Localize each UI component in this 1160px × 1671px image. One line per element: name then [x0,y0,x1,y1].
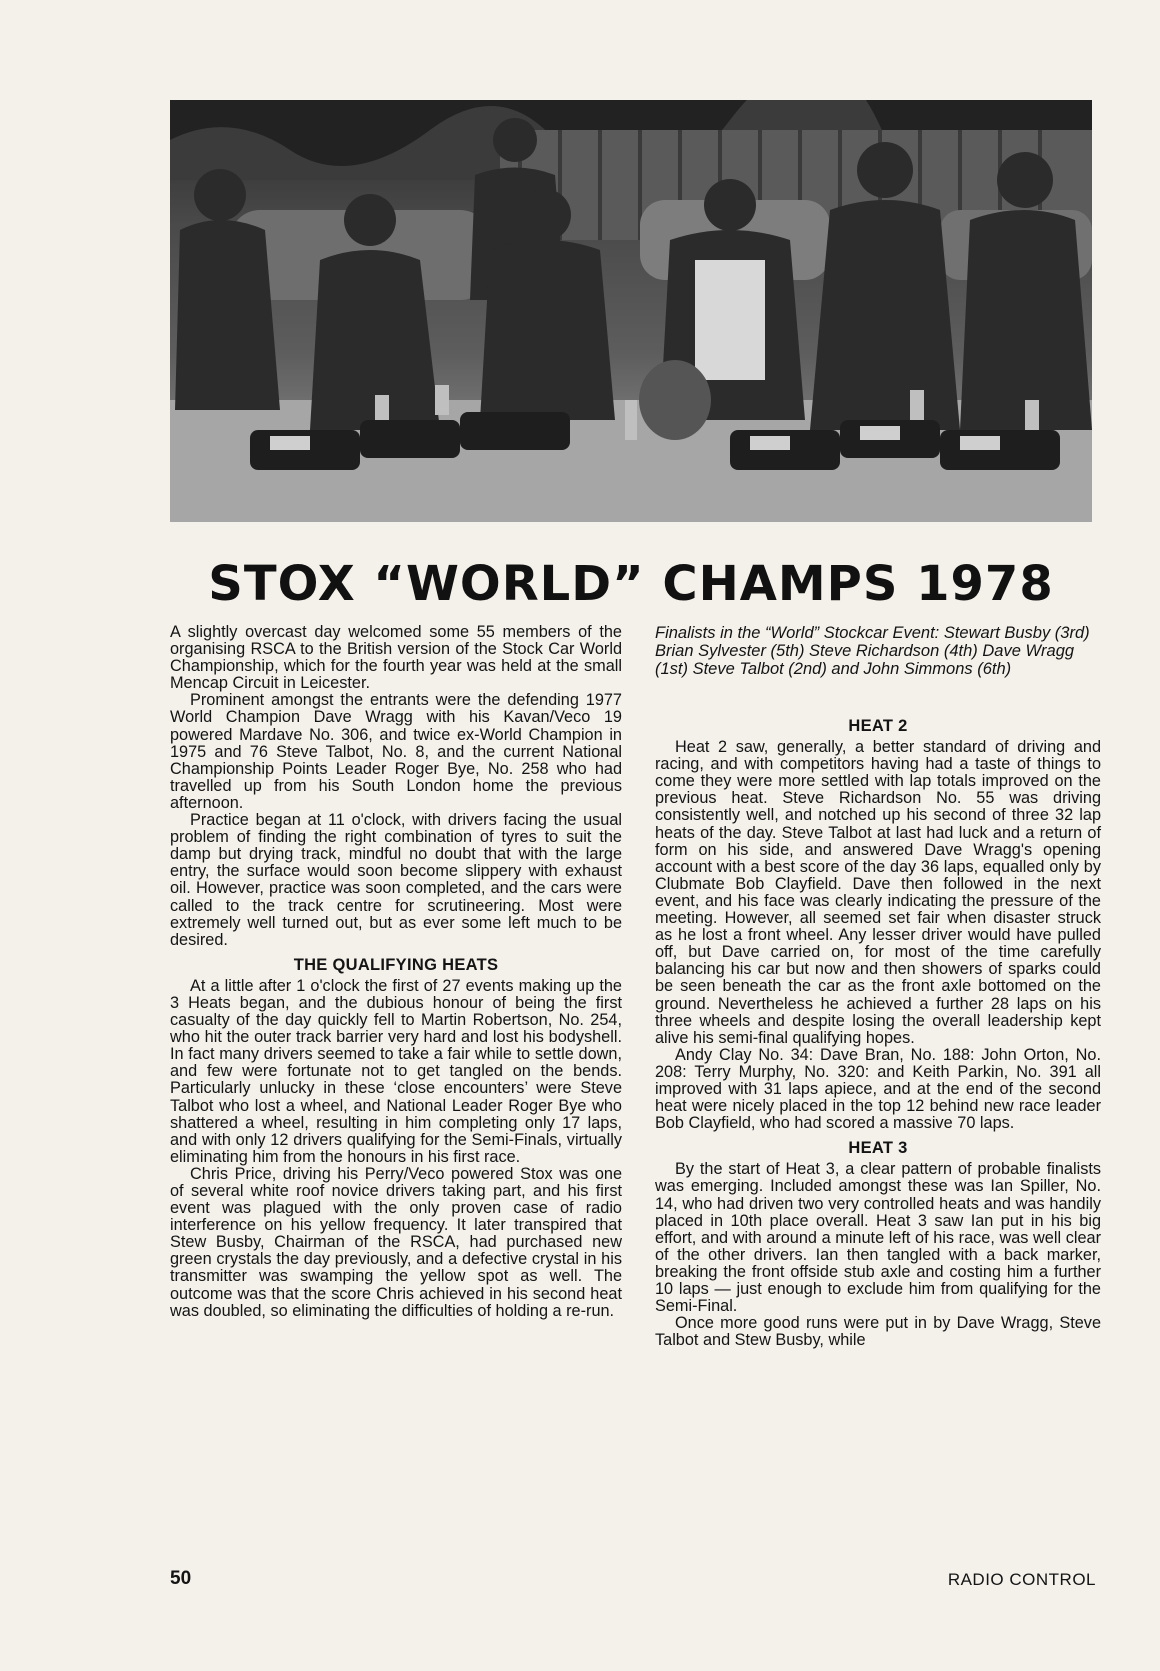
article-paragraph: Prominent amongst the entrants were the defending 1977 World Champion Dave Wragg with his Kavan/Veco 19 powered Mardave No. 306, and twice ex-World Champion in 1975 and 76 Steve Talbot, No. 8, and the current National Championship Points Leader Roger Bye, No. 258 who had travelled up from his South London home the previous afternoon. [170,691,622,812]
article-paragraph: A slightly overcast day welcomed some 55 members of the organising RSCA to the British version of the Stock Car World Championship, which for the fourth year was held at the small Mencap Circuit in Leicester. [170,623,622,693]
left-column [170,624,622,1320]
right-column [655,624,1101,1349]
section-heading-heat3: HEAT 3 [848,1139,908,1158]
article-paragraph: Once more good runs were put in by Dave Wragg, Steve Talbot and Stew Busby, while [655,1314,1101,1350]
magazine-title: RADIO CONTROL [947,1570,1096,1589]
photo-caption: Finalists in the “World” Stockcar Event: Stewart Busby (3rd) Brian Sylvester (5th) Steve Richardson (4th) Dave Wragg (1st) Steve Talbot (2nd) and John Simmons (6th) [655,624,1090,678]
article-paragraph: Andy Clay No. 34: Dave Bran, No. 188: John Orton, No. 208: Terry Murphy, No. 320: and Keith Parkin, No. 391 all improved with 31 laps apiece, and at the end of the second heat were nicely placed in the top 12 behind new race leader Bob Clayfield, who had scored a massive 70 laps. [655,1045,1101,1133]
section-heading-qualifying: THE QUALIFYING HEATS [293,955,499,974]
section-heading-heat2: HEAT 2 [848,717,908,735]
page-number: 50 [170,1568,192,1589]
article-paragraph: Chris Price, driving his Perry/Veco powered Stox was one of several white roof novice drivers taking part, and his first event was plagued with the only proven case of radio interference on his yellow frequency. It later transpired that Stew Busby, Chairman of the RSCA, had purchased new green crystals the day previously, and a defective crystal in his transmitter was swamping the yellow spot as well. The outcome was that the score Chris achieved in his second heat was doubled, so eliminating the difficulties of holding a re-run. [170,1164,622,1320]
headline: STOX “WORLD” CHAMPS 1978 [208,556,1054,612]
photo-finalists [170,100,1092,522]
photo-illustration [170,100,1092,522]
article-paragraph: Practice began at 11 o'clock, with drivers facing the usual problem of finding the right combination of tyres to suit the damp but drying track, mindful no doubt that with the large entry, the surface would soon become slippery with exhaust oil. However, practice was soon completed, and the cars were called to the track centre for scrutineering. Most were extremely well turned out, but as ever some left much to be desired. [170,811,622,949]
article-paragraph: At a little after 1 o'clock the first of 27 events making up the 3 Heats began, and the dubious honour of being the first casualty of the day quickly fell to Martin Robertson, No. 254, who hit the outer track barrier very hard and lost his bodyshell. In fact many drivers seemed to take a fair while to settle down, and few were fortunate not to get tangled on the bends. Particularly unlucky in these ‘close encounters’ were Steve Talbot who lost a wheel, and National Leader Roger Bye who shattered a wheel, resulting in him completing only 17 laps, and with only 12 drivers qualifying for the Semi-Finals, virtually eliminating him from the honours in his first race. [170,976,622,1166]
article-paragraph: By the start of Heat 3, a clear pattern of probable finalists was emerging. Included amongst these was Ian Spiller, No. 14, who had driven two very controlled heats and was handily placed in 10th place overall. Heat 3 saw Ian put in his big effort, and with around a minute left of his race, was well clear of the other drivers. Ian then tangled with a back marker, breaking the front offside stub axle and costing him a further 10 laps — just enough to exclude him from qualifying for the Semi-Final. [655,1160,1101,1316]
article-paragraph: Heat 2 saw, generally, a better standard of driving and racing, and with competitors having had a taste of things to come they were more settled with lap totals improved on the previous heat. Steve Richardson No. 55 was driving consistently well, and notched up his second of three 32 lap heats of the day. Steve Talbot at last had luck and a return of form on his side, and answered Dave Wragg's opening account with a best score of the day 36 laps, equalled only by Clubmate Bob Clayfield. Dave then followed in the next event, and his face was clearly indicating the pressure of the meeting. However, all seemed set fair when disaster struck as he lost a front wheel. Any lesser driver would have pulled off, but Dave carried on, for most of the time carefully balancing his car but now and then showers of sparks could be seen beneath the car as the front axle bottomed on the ground. Nevertheless he achieved a further 28 laps on his three wheels and despite losing the overall leadership kept alive his semi-final qualifying hopes. [655,738,1101,1047]
